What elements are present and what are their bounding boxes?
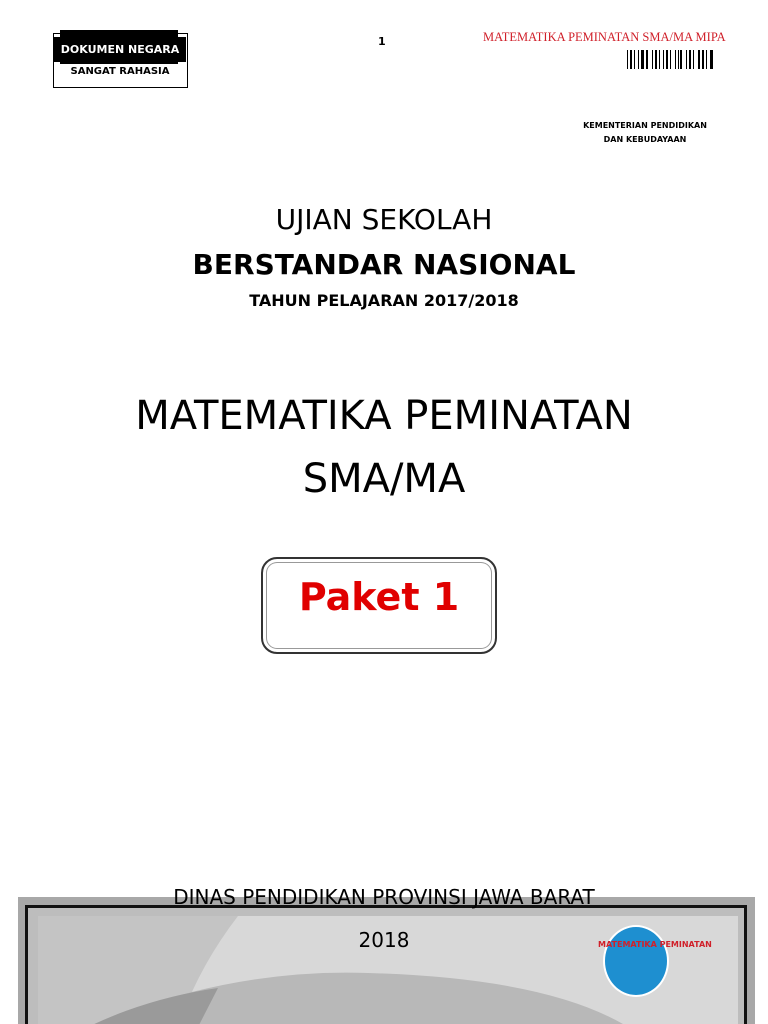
barcode-bar [652,50,653,69]
package-label: Paket 1 [298,575,460,619]
footer-year: 2018 [358,928,410,952]
subject-title: MATEMATIKA PEMINATAN [135,393,633,439]
barcode-bar [666,50,668,69]
barcode-bar [678,50,679,69]
barcode-bar [627,50,628,69]
ministry-line1: KEMENTERIAN PENDIDIKAN [583,121,707,130]
barcode-bar [663,50,664,69]
barcode-bar [646,50,649,69]
barcode-bar [655,50,657,69]
barcode-bar [706,50,707,69]
ministry-label [560,119,730,147]
barcode-bar [698,50,700,69]
academic-year: TAHUN PELAJARAN 2017/2018 [249,291,519,310]
tut-wuri-handayani-logo-icon [603,925,669,997]
barcode-bar [630,50,632,69]
barcode-bar [675,50,676,69]
subject-level: SMA/MA [302,456,466,502]
barcode-bar [710,50,713,69]
logo-overlay-text: MATEMATIKA PEMINATAN [598,940,712,949]
barcode-icon [627,50,714,69]
barcode-bar [634,50,635,69]
barcode-bar [693,50,694,69]
barcode-bar [659,50,660,69]
barcode-bar [638,50,639,69]
ministry-line2: DAN KEBUDAYAAN [603,135,687,144]
barcode-bar [670,50,671,69]
subject-header: MATEMATIKA PEMINATAN SMA/MA MIPA [483,30,726,44]
agency-name: DINAS PENDIDIKAN PROVINSI JAWA BARAT [173,885,595,909]
page-number: 1 [378,35,386,48]
dokumen-negara-label: DOKUMEN NEGARA [54,37,186,62]
barcode-bar [680,50,682,69]
exam-title-line1: UJIAN SEKOLAH [275,203,493,236]
barcode-bar [641,50,644,69]
barcode-bar [689,50,692,69]
barcode-bar [686,50,687,69]
exam-title-line2: BERSTANDAR NASIONAL [192,248,576,281]
sangat-rahasia-label: SANGAT RAHASIA [70,66,170,77]
barcode-bar [702,50,704,69]
